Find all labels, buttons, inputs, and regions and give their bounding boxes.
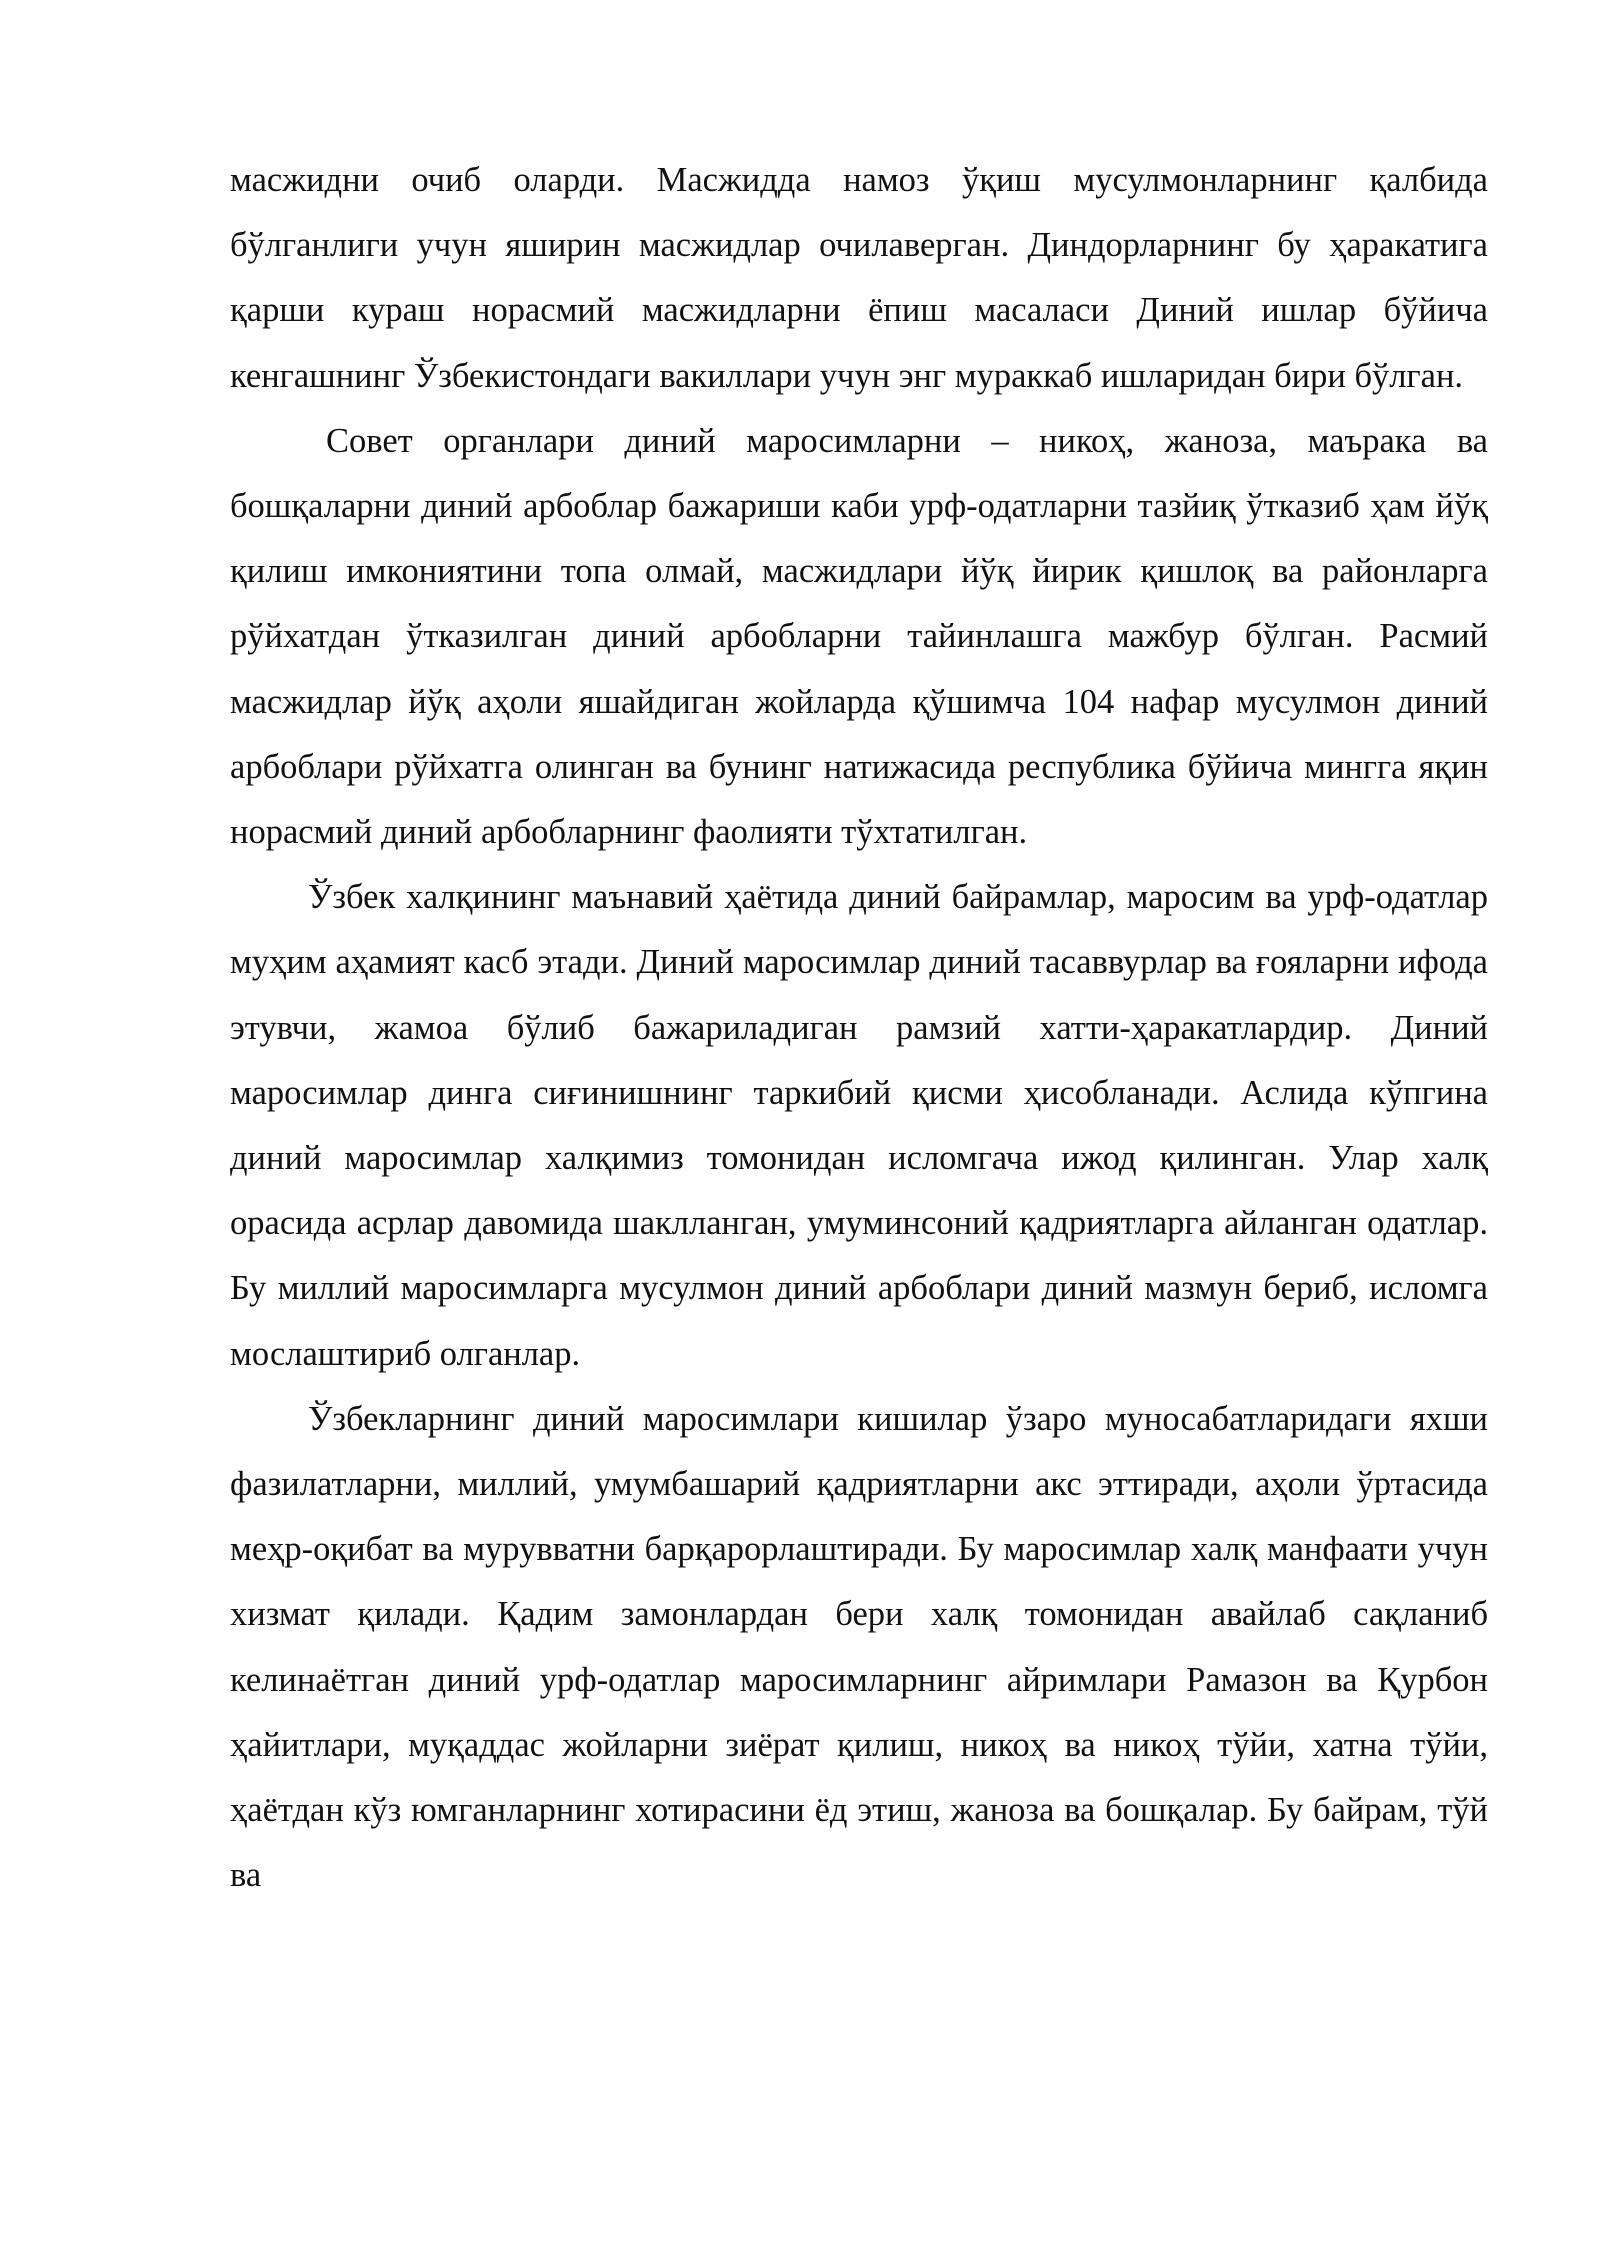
paragraph: Ўзбек халқининг маънавий ҳаётида диний байрамлар, маросим ва урф-одатлар муҳим аҳамият касб этади. Диний маросимлар диний тасаввурлар ва ғояларни ифода этувчи, жамоа бўлиб бажариладиган рамзий хатти-ҳаракатлардир. Диний маросимлар динга сиғинишнинг таркибий қисми ҳисобланади. Аслида кўпгина диний маросимлар халқимиз томонидан исломгача ижод қилинган. Улар халқ орасида асрлар давомида шаклланган, умуминсоний қадриятларга айланган одатлар. Бу миллий маросимларга мусулмон диний арбоблари диний мазмун бериб, исломга мослаштириб олганлар. bbox=[230, 878, 1488, 1373]
paragraph: Совет органлари диний маросимларни – никоҳ, жаноза, маърака ва бошқаларни диний арбоблар бажариши каби урф-одатларни тазйиқ ўтказиб ҳам йўқ қилиш имкониятини топа олмай, масжидлари йўқ йирик қишлоқ ва районларга рўйхатдан ўтказилган диний арбобларни тайинлашга мажбур бўлган. Расмий масжидлар йўқ аҳоли яшайдиган жойларда қўшимча 104 нафар мусулмон диний арбоблари рўйхатга олинган ва бунинг натижасида республика бўйича мингга яқин норасмий диний арбобларнинг фаолияти тўхтатилган. bbox=[230, 421, 1488, 852]
paragraph: масжидни очиб оларди. Масжидда намоз ўқиш мусулмонларнинг қалбида бўлганлиги учун яширин масжидлар очилаверган. Диндорларнинг бу ҳаракатига қарши кураш норасмий масжидларни ёпиш масаласи Диний ишлар бўйича кенгашнинг Ўзбекистондаги вакиллари учун энг мураккаб ишларидан бири бўлган. bbox=[230, 161, 1488, 395]
document-body bbox=[230, 148, 1488, 1908]
paragraph: Ўзбекларнинг диний маросимлари кишилар ўзаро муносабатларидаги яхши фазилатларни, миллий, умумбашарий қадриятларни акс эттиради, аҳоли ўртасида меҳр-оқибат ва мурувватни барқарорлаштиради. Бу маросимлар халқ манфаати учун хизмат қилади. Қадим замонлардан бери халқ томонидан авайлаб сақланиб келинаётган диний урф-одатлар маросимларнинг айримлари Рамазон ва Қурбон ҳайитлари, муқаддас жойларни зиёрат қилиш, никоҳ ва никоҳ тўйи, хатна тўйи, ҳаётдан кўз юмганларнинг хотирасини ёд этиш, жаноза ва бошқалар. Бу байрам, тўй ва bbox=[230, 1399, 1488, 1895]
